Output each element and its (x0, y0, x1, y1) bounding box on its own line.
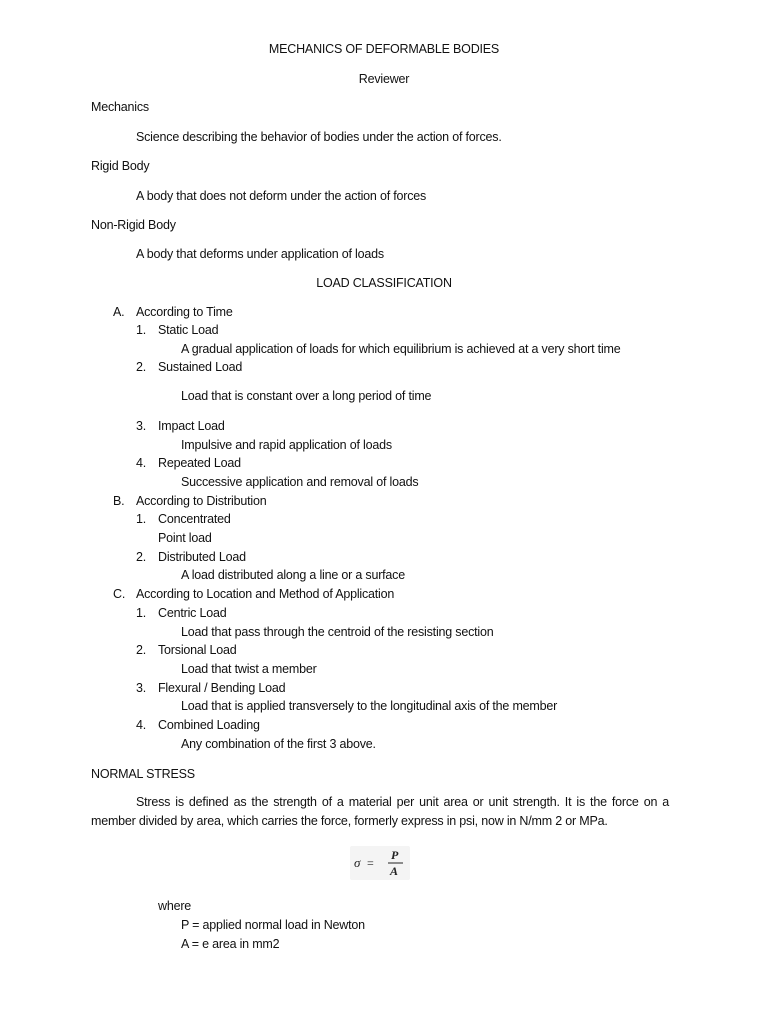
item-description: Load that pass through the centroid of the resisting section (181, 625, 494, 639)
stress-formula (350, 846, 410, 880)
where-item: P = applied normal load in Newton (181, 918, 365, 932)
item-title: Repeated Load (158, 456, 241, 470)
item-description: Load that twist a member (181, 662, 317, 676)
document-title: MECHANICS OF DEFORMABLE BODIES (268, 42, 500, 56)
paragraph-text: Stress is defined as the strength of a material per unit area or unit strength. It is the force on a member divided by area, which carries the force, formerly express in psi, now in N/mm 2 or MPa. (91, 795, 669, 828)
item-title: Sustained Load (158, 360, 243, 374)
group-title: According to Location and Method of Application (136, 587, 395, 601)
list-marker: 1. (136, 512, 147, 526)
item-title: Concentrated (158, 512, 231, 526)
list-marker: C. (113, 587, 126, 601)
list-marker: 2. (136, 643, 147, 657)
item-description: Any combination of the first 3 above. (181, 737, 376, 751)
list-marker: 1. (136, 323, 147, 337)
formula-equals: = (367, 856, 374, 870)
item-title: Impact Load (158, 419, 225, 433)
item-description: A gradual application of loads for which equilibrium is achieved at a very short time (181, 342, 621, 356)
formula-numerator: P (391, 848, 399, 862)
item-description: Load that is applied transversely to the longitudinal axis of the member (181, 699, 558, 713)
list-marker: 3. (136, 681, 147, 695)
list-marker: A. (113, 305, 125, 319)
definition-rigid-body: A body that does not deform under the action of forces (136, 189, 427, 203)
list-marker: 3. (136, 419, 147, 433)
item-description: Impulsive and rapid application of loads (181, 438, 392, 452)
item-title: Flexural / Bending Load (158, 681, 286, 695)
list-marker: 4. (136, 718, 147, 732)
item-title: Distributed Load (158, 550, 246, 564)
formula-sigma: σ (354, 855, 361, 870)
item-description: Point load (158, 531, 212, 545)
term-mechanics: Mechanics (91, 100, 149, 114)
item-title: Combined Loading (158, 718, 260, 732)
where-item: A = e area in mm2 (181, 937, 280, 951)
definition-non-rigid-body: A body that deforms under application of loads (136, 247, 384, 261)
document-subtitle: Reviewer (358, 72, 410, 86)
formula-denominator: A (390, 864, 398, 878)
group-title: According to Time (136, 305, 233, 319)
section-heading-normal-stress: NORMAL STRESS (91, 767, 195, 781)
list-marker: 1. (136, 606, 147, 620)
list-marker: 4. (136, 456, 147, 470)
term-non-rigid-body: Non-Rigid Body (91, 218, 176, 232)
item-title: Torsional Load (158, 643, 237, 657)
item-title: Static Load (158, 323, 219, 337)
term-rigid-body: Rigid Body (91, 159, 150, 173)
group-title: According to Distribution (136, 494, 267, 508)
list-marker: 2. (136, 550, 147, 564)
definition-mechanics: Science describing the behavior of bodies under the action of forces. (136, 130, 502, 144)
item-description: Load that is constant over a long period of time (181, 389, 432, 403)
list-marker: 2. (136, 360, 147, 374)
section-heading-load-classification: LOAD CLASSIFICATION (316, 276, 452, 290)
list-marker: B. (113, 494, 125, 508)
item-description: A load distributed along a line or a surface (181, 568, 405, 582)
normal-stress-paragraph (91, 793, 669, 831)
where-label: where (158, 899, 192, 913)
item-description: Successive application and removal of loads (181, 475, 419, 489)
item-title: Centric Load (158, 606, 227, 620)
formula-graphic (350, 846, 410, 880)
